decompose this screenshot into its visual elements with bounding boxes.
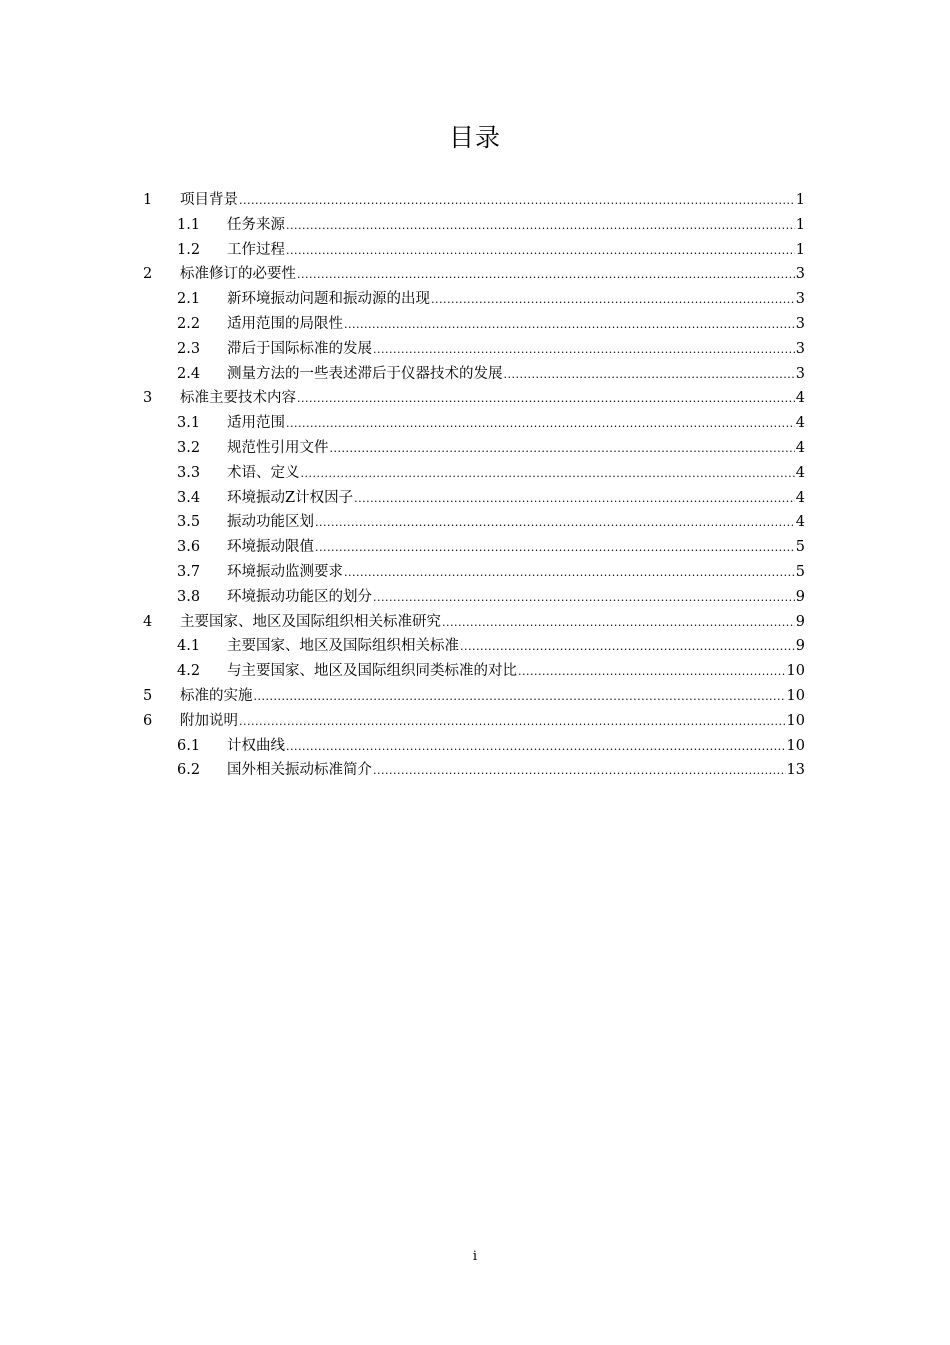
toc-entry[interactable]: [140, 486, 805, 511]
page-title: 目录: [448, 123, 501, 152]
toc-entry-number: 1.2: [177, 241, 201, 258]
toc-entry[interactable]: [140, 709, 805, 734]
page-number: i: [472, 1249, 478, 1264]
toc-entry-page: 4: [795, 489, 805, 506]
toc-entry-number: 2.4: [177, 365, 201, 382]
toc-entry[interactable]: [140, 560, 805, 585]
toc-leader-dots: [301, 462, 795, 487]
toc-entry-page: 3: [795, 291, 805, 308]
toc-leader-dots: [344, 561, 795, 586]
toc-entry[interactable]: [140, 659, 805, 684]
toc-entry-title: 主要国家、地区及国际组织相关标准研究: [180, 613, 441, 630]
toc-entry-number: 2.1: [177, 291, 201, 308]
toc-leader-dots: [315, 511, 795, 536]
toc-entry-title: 适用范围: [227, 415, 285, 432]
toc-entry-number: 3.8: [177, 588, 201, 605]
toc-entry-number: 3.7: [177, 563, 201, 580]
toc-entry-number: 5: [143, 687, 153, 704]
toc-leader-dots: [239, 189, 795, 214]
toc-entry-number: 4.2: [177, 663, 201, 680]
toc-entry-page: 4: [795, 464, 805, 481]
toc-entry-number: 4.1: [177, 638, 201, 655]
toc-leader-dots: [239, 710, 786, 735]
toc-entry[interactable]: [140, 213, 805, 238]
toc-leader-dots: [315, 536, 795, 561]
toc-entry[interactable]: [140, 610, 805, 635]
toc-leader-dots: [373, 338, 795, 363]
toc-leader-dots: [431, 288, 795, 313]
toc-entry-number: 3.6: [177, 539, 201, 556]
toc-leader-dots: [286, 412, 795, 437]
toc-entry-page: 4: [795, 415, 805, 432]
toc-entry-number: 4: [143, 613, 153, 630]
toc-entry-page: 5: [795, 539, 805, 556]
toc-entry[interactable]: [140, 362, 805, 387]
toc-entry[interactable]: [140, 337, 805, 362]
toc-entry-title: 标准的实施: [180, 687, 253, 704]
toc-entry-number: 3.5: [177, 514, 201, 531]
toc-entry[interactable]: [140, 287, 805, 312]
toc-entry-title: 环境振动监测要求: [227, 563, 343, 580]
toc-entry[interactable]: [140, 262, 805, 287]
toc-entry-title: 工作过程: [227, 241, 285, 258]
toc-entry-title: 环境振动限值: [227, 539, 314, 556]
toc-entry-page: 1: [795, 241, 805, 258]
toc-entry-title: 附加说明: [180, 712, 238, 729]
toc-entry-title: 标准修订的必要性: [180, 266, 296, 283]
toc-entry[interactable]: [140, 411, 805, 436]
toc-entry-title: 计权曲线: [227, 737, 285, 754]
toc-leader-dots: [442, 611, 795, 636]
table-of-contents: [140, 188, 805, 783]
toc-entry[interactable]: [140, 585, 805, 610]
toc-entry-number: 1: [143, 192, 153, 208]
toc-entry-page: 3: [795, 365, 805, 382]
toc-entry-title: 国外相关振动标准简介: [227, 762, 372, 779]
toc-leader-dots: [286, 239, 795, 264]
toc-entry-number: 3.2: [177, 439, 201, 456]
toc-leader-dots: [286, 735, 786, 760]
toc-entry-title: 与主要国家、地区及国际组织同类标准的对比: [227, 663, 517, 680]
toc-leader-dots: [330, 437, 795, 462]
toc-entry-title: 项目背景: [180, 192, 238, 208]
toc-entry-page: 10: [786, 737, 805, 754]
toc-entry-page: 10: [786, 687, 805, 704]
toc-entry-title: 测量方法的一些表述滞后于仪器技术的发展: [227, 365, 503, 382]
toc-entry-page: 4: [795, 514, 805, 531]
toc-leader-dots: [297, 387, 795, 412]
toc-entry-number: 6.1: [177, 737, 201, 754]
toc-leader-dots: [373, 759, 786, 784]
toc-entry-page: 3: [795, 266, 805, 283]
toc-leader-dots: [373, 586, 795, 611]
toc-entry-title: 新环境振动问题和振动源的出现: [227, 291, 430, 308]
toc-entry-page: 4: [795, 439, 805, 456]
toc-entry-page: 9: [795, 638, 805, 655]
toc-entry[interactable]: [140, 684, 805, 709]
toc-entry-number: 2.2: [177, 315, 201, 332]
toc-entry-title: 术语、定义: [227, 464, 300, 481]
toc-entry[interactable]: [140, 734, 805, 759]
toc-entry[interactable]: [140, 758, 805, 783]
toc-entry-number: 6.2: [177, 762, 201, 779]
toc-entry-title: 规范性引用文件: [227, 439, 329, 456]
toc-leader-dots: [344, 313, 795, 338]
toc-entry-title: 任务来源: [227, 216, 285, 233]
toc-leader-dots: [518, 660, 786, 685]
toc-entry-number: 3.4: [177, 489, 201, 506]
toc-entry[interactable]: [140, 535, 805, 560]
toc-entry-number: 3: [143, 390, 153, 407]
toc-entry-title: 振动功能区划: [227, 514, 314, 531]
toc-entry-number: 3.3: [177, 464, 201, 481]
toc-entry-page: 3: [795, 340, 805, 357]
toc-entry-title: 主要国家、地区及国际组织相关标准: [227, 638, 459, 655]
toc-entry[interactable]: [140, 238, 805, 263]
toc-entry[interactable]: [140, 188, 805, 213]
toc-entry[interactable]: [140, 510, 805, 535]
toc-entry-page: 10: [786, 663, 805, 680]
toc-entry-title: 环境振动功能区的划分: [227, 588, 372, 605]
toc-entry-title: 滞后于国际标准的发展: [227, 340, 372, 357]
toc-entry-number: 2.3: [177, 340, 201, 357]
toc-entry-number: 6: [143, 712, 153, 729]
toc-entry[interactable]: [140, 461, 805, 486]
toc-entry-page: 5: [795, 563, 805, 580]
toc-entry[interactable]: [140, 634, 805, 659]
toc-entry[interactable]: [140, 312, 805, 337]
toc-entry-page: 1: [795, 192, 805, 208]
toc-entry-page: 4: [795, 390, 805, 407]
toc-entry[interactable]: [140, 436, 805, 461]
toc-entry-number: 3.1: [177, 415, 201, 432]
toc-entry-title: 适用范围的局限性: [227, 315, 343, 332]
toc-entry-page: 9: [795, 588, 805, 605]
toc-entry-title: 标准主要技术内容: [180, 390, 296, 407]
toc-entry-page: 1: [795, 216, 805, 233]
toc-leader-dots: [286, 214, 795, 239]
toc-entry-number: 1.1: [177, 216, 201, 233]
toc-leader-dots: [254, 685, 786, 710]
toc-entry[interactable]: [140, 386, 805, 411]
toc-entry-page: 9: [795, 613, 805, 630]
toc-leader-dots: [354, 487, 795, 512]
toc-leader-dots: [460, 635, 795, 660]
toc-entry-page: 13: [786, 762, 805, 779]
toc-leader-dots: [504, 363, 795, 388]
toc-entry-number: 2: [143, 266, 153, 283]
toc-leader-dots: [297, 263, 795, 288]
toc-entry-page: 3: [795, 315, 805, 332]
toc-entry-page: 10: [786, 712, 805, 729]
toc-entry-title: 环境振动Z计权因子: [227, 489, 354, 506]
